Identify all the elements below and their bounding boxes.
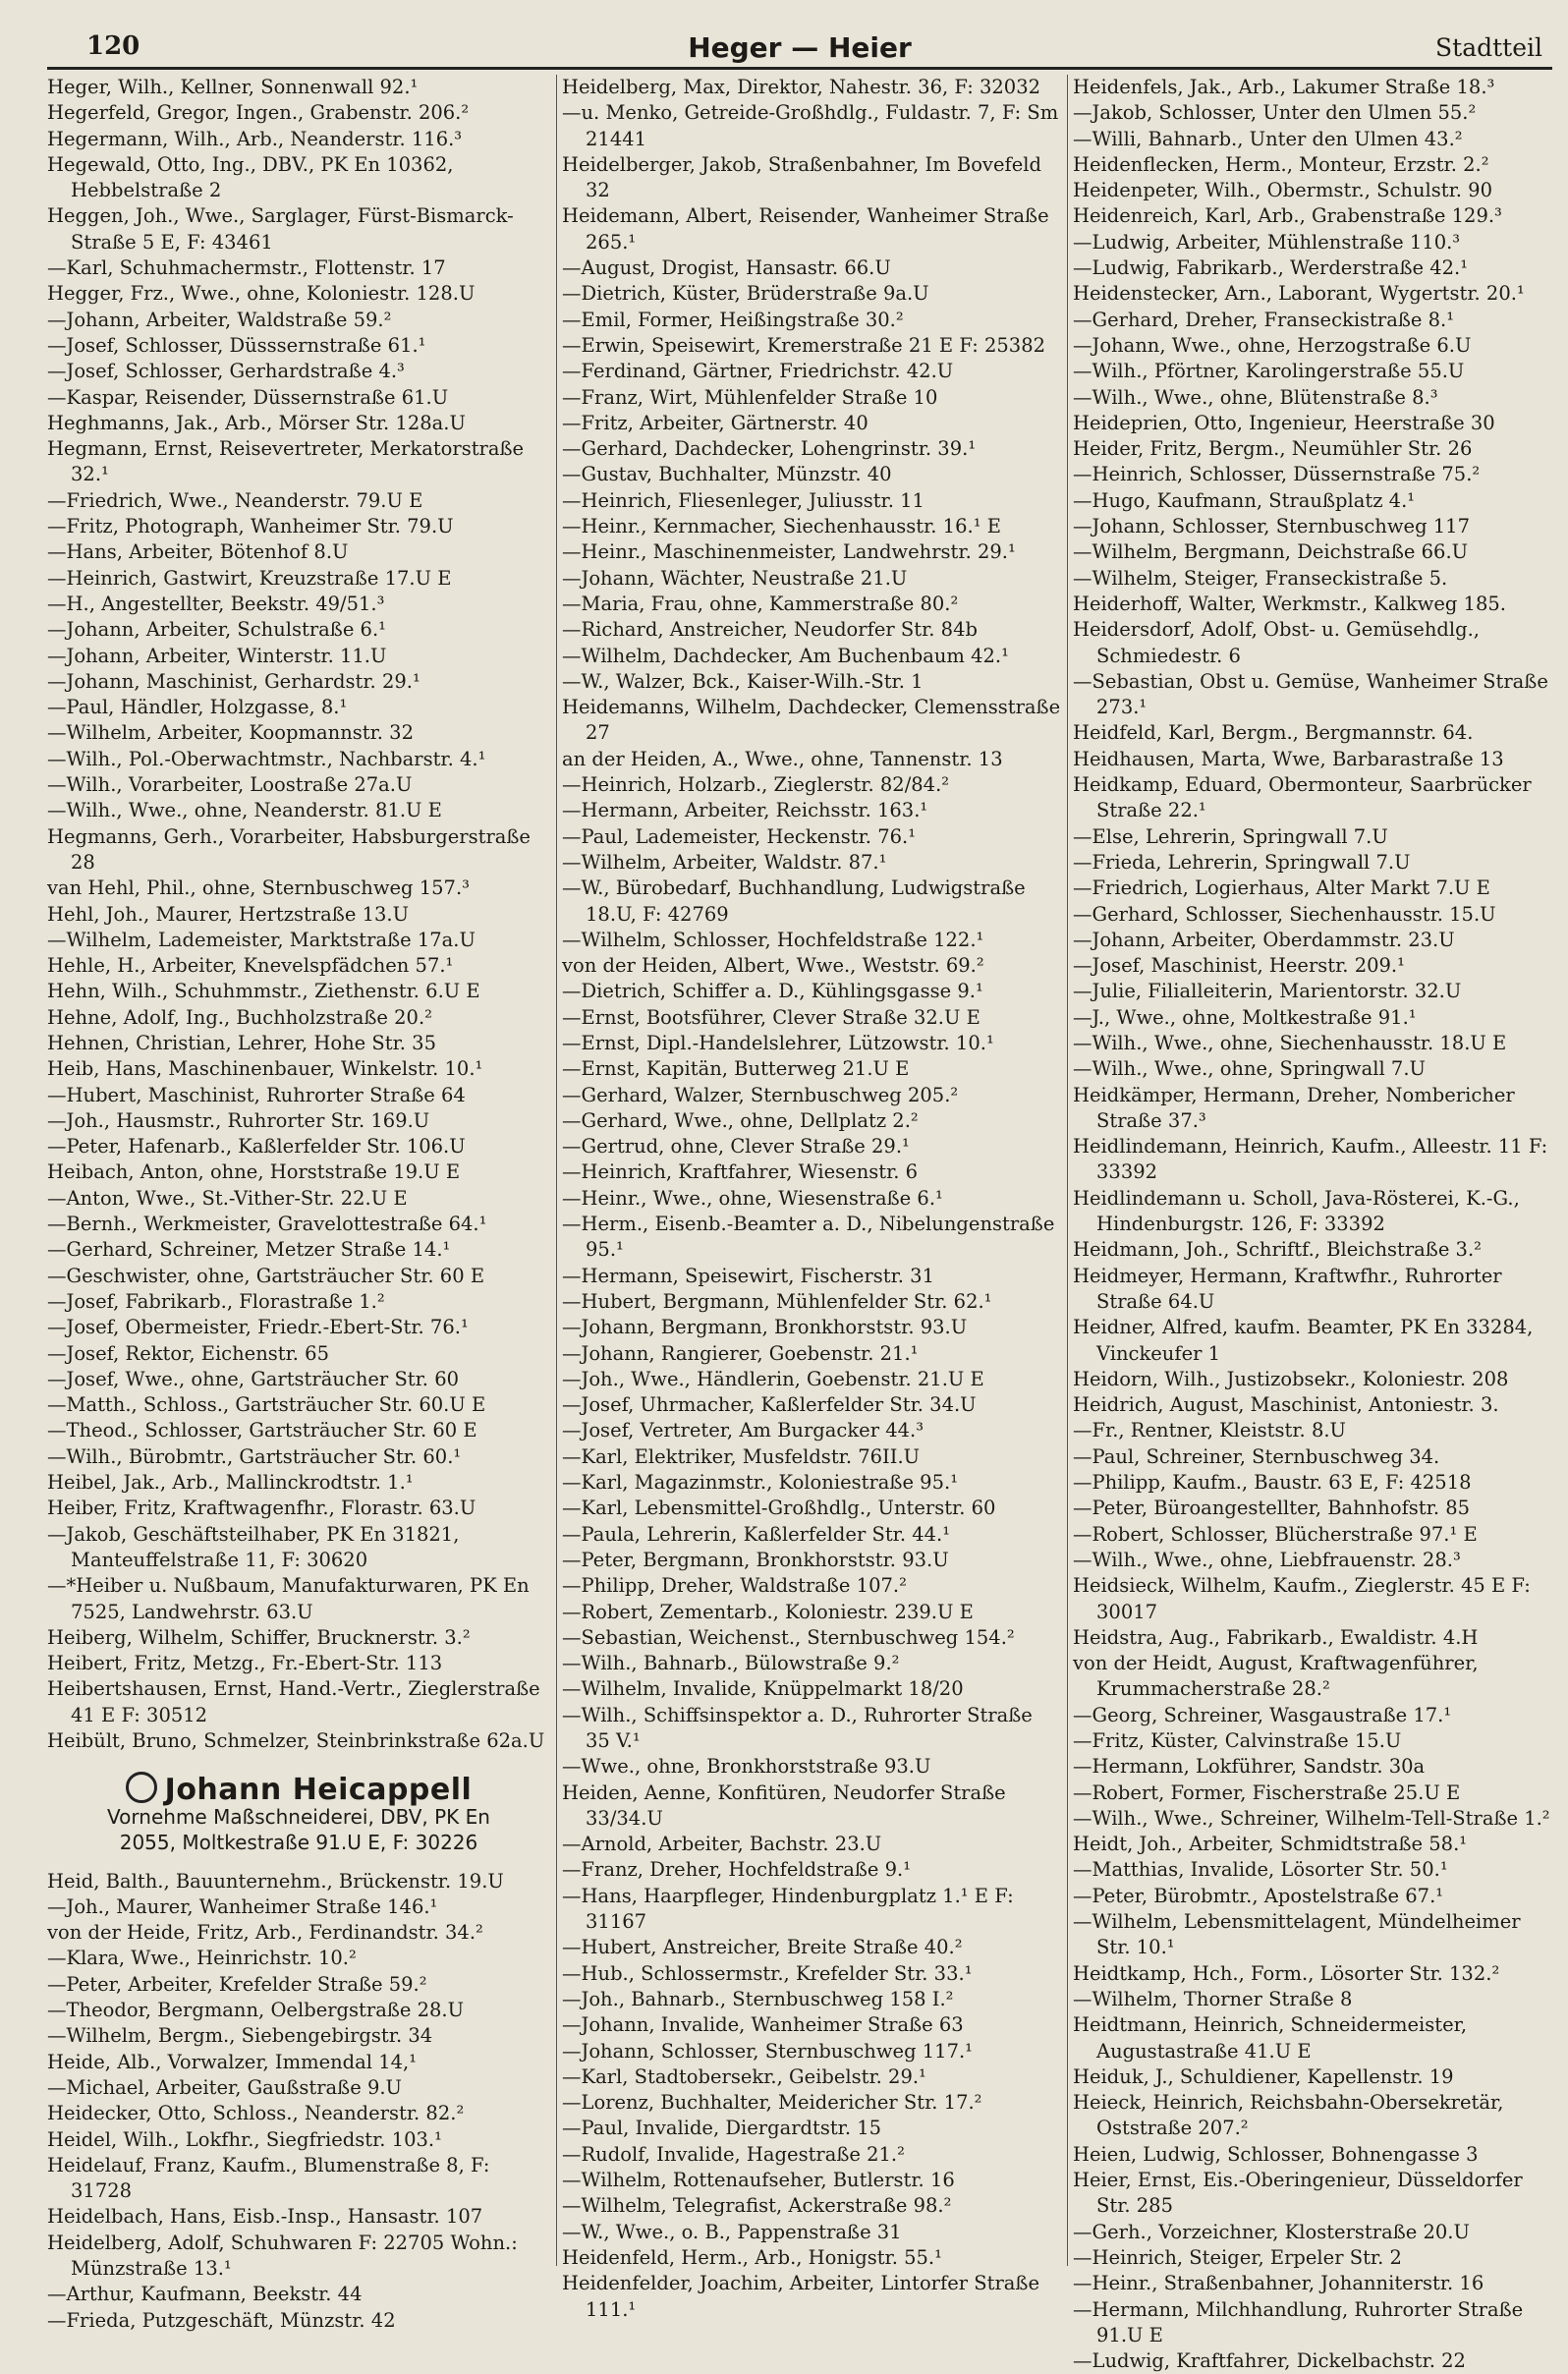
directory-entry: —Heinr., Straßenbahner, Johanniterstr. 16 [1073,2272,1484,2295]
directory-entry: —Fr., Rentner, Kleiststr. 8.U [1073,1419,1346,1442]
advertisement-name: Johann Heicappell [164,1773,473,1808]
directory-entry: —Karl, Schuhmachermstr., Flottenstr. 17 [47,256,446,280]
directory-entry: —W., Walzer, Bck., Kaiser-Wilh.-Str. 1 [562,669,924,693]
directory-entry: Heidelberg, Adolf, Schuhwaren F: 22705 Wohn.: Münzstraße 13.¹ [47,2231,518,2281]
directory-entry: —Sebastian, Obst u. Gemüse, Wanheimer Straße 273.¹ [1073,669,1548,719]
column-divider [556,75,557,2266]
directory-entry: Heibert, Fritz, Metzg., Fr.-Ebert-Str. 113 [47,1652,443,1675]
column-1-entries-top [47,75,550,1754]
directory-entry: —Johann, Wächter, Neustraße 21.U [562,566,908,590]
directory-entry: —Geschwister, ohne, Gartsträucher Str. 60 E [47,1264,485,1287]
directory-entry: —Michael, Arbeiter, Gaußstraße 9.U [47,2075,402,2099]
directory-entry: —Johann, Schlosser, Sternbuschweg 117 [1073,515,1470,538]
directory-entry: von der Heidt, August, Kraftwagenführer, Krummacherstraße 28.² [1073,1652,1479,1701]
directory-entry: —Wwe., ohne, Bronkhorststraße 93.U [562,1755,931,1779]
directory-entry: —Philipp, Kaufm., Baustr. 63 E, F: 42518 [1073,1471,1472,1495]
directory-entry: —Wilh., Pol.-Oberwachtmstr., Nachbarstr. 4.¹ [47,747,486,770]
directory-entry: —Ferdinand, Gärtner, Friedrichstr. 42.U [562,360,954,383]
directory-entry: —Georg, Schreiner, Wasgaustraße 17.¹ [1073,1703,1452,1726]
directory-entry: —Wilh., Vorarbeiter, Loostraße 27a.U [47,773,413,797]
directory-entry: Heidorn, Wilh., Justizobsekr., Koloniestr. 208 [1073,1367,1509,1390]
directory-entry: Heidenreich, Karl, Arb., Grabenstraße 129.³ [1073,204,1502,228]
directory-entry: Heidkamp, Eduard, Obermonteur, Saarbrücker Straße 22.¹ [1073,773,1532,822]
directory-entry: Heidmann, Joh., Schriftf., Bleichstraße 3.² [1073,1238,1482,1262]
directory-entry: Heidkämper, Hermann, Dreher, Nombericher Straße 37.³ [1073,1083,1515,1132]
directory-entry: Hehnen, Christian, Lehrer, Hohe Str. 35 [47,1031,436,1054]
directory-entry: Heghmanns, Jak., Arb., Mörser Str. 128a.U [47,411,466,434]
directory-entry: Heidtkamp, Hch., Form., Lösorter Str. 132.² [1073,1961,1500,1985]
directory-entry: —Emil, Former, Heißingstraße 30.² [562,308,904,331]
directory-entry: Heidfeld, Karl, Bergm., Bergmannstr. 64. [1073,721,1474,745]
directory-entry: Heidenflecken, Herm., Monteur, Erzstr. 2.² [1073,152,1489,176]
directory-entry: —Fritz, Arbeiter, Gärtnerstr. 40 [562,411,868,434]
directory-entry: —Hermann, Speisewirt, Fischerstr. 31 [562,1264,934,1287]
directory-entry: —Robert, Schlosser, Blücherstraße 97.¹ E [1073,1522,1478,1546]
directory-entry: —Kaspar, Reisender, Düssernstraße 61.U [47,385,449,409]
directory-entry: —Heinrich, Gastwirt, Kreuzstraße 17.U E [47,566,452,590]
section-label: Stadtteil [1435,33,1542,62]
directory-entry: —Johann, Wwe., ohne, Herzogstraße 6.U [1073,333,1472,357]
directory-entry: —Wilh., Wwe., Schreiner, Wilhelm-Tell-Straße 1.² [1073,1806,1550,1830]
directory-entry: Heidlindemann u. Scholl, Java-Rösterei, K.-G., Hindenburgstr. 126, F: 33392 [1073,1186,1520,1236]
directory-entry: Heider, Fritz, Bergm., Neumühler Str. 26 [1073,437,1473,461]
directory-entry: von der Heiden, Albert, Wwe., Weststr. 69.² [562,954,984,978]
directory-entry: —Lorenz, Buchhalter, Meidericher Str. 17.² [562,2091,982,2115]
column-1-entries-bottom [47,1869,550,2334]
directory-entry: Heiderhoff, Walter, Werkmstr., Kalkweg 185. [1073,592,1506,615]
directory-entry: Heger, Wilh., Kellner, Sonnenwall 92.¹ [47,76,419,98]
directory-entry: Heid, Balth., Bauunternehm., Brückenstr. 19.U [47,1869,504,1893]
directory-entry: Heidner, Alfred, kaufm. Beamter, PK En 33284, Vinckeufer 1 [1073,1316,1534,1365]
directory-entry: —Hubert, Anstreicher, Breite Straße 40.² [562,1936,963,1959]
column-3 [1073,75,1552,2373]
directory-entry: —Friedrich, Logierhaus, Alter Markt 7.U E [1073,876,1490,900]
directory-entry: Heggen, Joh., Wwe., Sarglager, Fürst-Bismarck-Straße 5 E, F: 43461 [47,204,514,254]
directory-entry: Hegmanns, Gerh., Vorarbeiter, Habsburgerstraße 28 [47,824,531,874]
directory-entry: —Wilhelm, Arbeiter, Waldstr. 87.¹ [562,850,887,874]
directory-entry: —Jakob, Schlosser, Unter den Ulmen 55.² [1073,101,1477,125]
directory-entry: —Wilh., Wwe., ohne, Liebfrauenstr. 28.³ [1073,1548,1461,1571]
directory-entry: —Wilhelm, Schlosser, Hochfeldstraße 122.¹ [562,928,984,951]
directory-entry: —Ludwig, Fabrikarb., Werderstraße 42.¹ [1073,256,1469,280]
directory-entry: —Johann, Arbeiter, Schulstraße 6.¹ [47,618,386,642]
directory-entry: Hegermann, Wilh., Arb., Neanderstr. 116.³ [47,127,463,150]
directory-entry: Heidemann, Albert, Reisender, Wanheimer Straße 265.¹ [562,204,1049,254]
directory-entry: Hehle, H., Arbeiter, Knevelspfädchen 57.¹ [47,954,454,978]
directory-entry: —Josef, Uhrmacher, Kaßlerfelder Str. 34.U [562,1393,977,1417]
directory-entry: —Gerhard, Walzer, Sternbuschweg 205.² [562,1083,959,1106]
directory-entry: —Theod., Schlosser, Gartsträucher Str. 60 E [47,1419,477,1442]
directory-entry: —Fritz, Küster, Calvinstraße 15.U [1073,1729,1402,1752]
directory-entry: —Peter, Büroangestellter, Bahnhofstr. 85 [1073,1497,1471,1520]
directory-entry: Heidecker, Otto, Schloss., Neanderstr. 82.² [47,2102,465,2125]
directory-entry: —Heinrich, Schlosser, Düssernstraße 75.² [1073,463,1481,486]
directory-entry: —Josef, Fabrikarb., Florastraße 1.² [47,1289,385,1313]
directory-entry: —Wilh., Wwe., ohne, Springwall 7.U [1073,1057,1426,1081]
directory-entry: —Sebastian, Weichenst., Sternbuschweg 154.² [562,1625,1015,1649]
directory-entry: —Karl, Stadtobersekr., Geibelstr. 29.¹ [562,2064,926,2088]
directory-entry: —Hans, Arbeiter, Bötenhof 8.U [47,540,349,564]
directory-entry: von der Heide, Fritz, Arb., Ferdinandstr. 34.² [47,1921,483,1945]
directory-entry: Heiden, Aenne, Konfitüren, Neudorfer Straße 33/34.U [562,1780,1006,1830]
advertisement-line-2: 2055, Moltkestraße 91.U E, F: 30226 [119,1830,478,1854]
directory-entry: —Gerh., Vorzeichner, Klosterstraße 20.U [1073,2220,1470,2243]
directory-entry: —Johann, Arbeiter, Waldstraße 59.² [47,308,392,331]
directory-entry: —Matthias, Invalide, Lösorter Str. 50.¹ [1073,1858,1448,1882]
directory-entry: —Joh., Wwe., Händlerin, Goebenstr. 21.U E [562,1367,984,1390]
directory-entry: —Bernh., Werkmeister, Gravelottestraße 64.¹ [47,1213,487,1236]
directory-entry: —Matth., Schloss., Gartsträucher Str. 60.U E [47,1393,486,1417]
directory-entry: —Peter, Arbeiter, Krefelder Straße 59.² [47,1972,427,1996]
directory-entry: —Peter, Bergmann, Bronkhorststr. 93.U [562,1548,949,1571]
directory-entry: —Josef, Wwe., ohne, Gartsträucher Str. 60 [47,1367,460,1390]
directory-entry: —Jakob, Geschäftsteilhaber, PK En 31821, Manteuffelstraße 11, F: 30620 [47,1522,460,1571]
directory-entry: an der Heiden, A., Wwe., ohne, Tannenstr. 13 [562,747,1003,770]
directory-entry: —Josef, Obermeister, Friedr.-Ebert-Str. 76.¹ [47,1316,469,1339]
directory-entry: —Johann, Invalide, Wanheimer Straße 63 [562,2013,964,2037]
directory-entry: —Hugo, Kaufmann, Straußplatz 4.¹ [1073,488,1416,512]
directory-entry: —Erwin, Speisewirt, Kremerstraße 21 E F: 25382 [562,333,1046,357]
directory-entry: —Herm., Eisenb.-Beamter a. D., Nibelungenstraße 95.¹ [562,1213,1055,1262]
directory-entry: —Josef, Maschinist, Heerstr. 209.¹ [1073,954,1405,978]
directory-entry: Hegerfeld, Gregor, Ingen., Grabenstr. 206.² [47,101,470,125]
directory-entry: —Wilh., Wwe., ohne, Blütenstraße 8.³ [1073,385,1438,409]
directory-entry: Hegmann, Ernst, Reisevertreter, Merkatorstraße 32.¹ [47,437,525,486]
directory-entry: —Karl, Lebensmittel-Großhdlg., Unterstr. 60 [562,1497,996,1520]
directory-entry: Hehne, Adolf, Ing., Buchholzstraße 20.² [47,1005,432,1029]
directory-entry: —Josef, Schlosser, Gerhardstraße 4.³ [47,360,405,383]
directory-entry: —Johann, Bergmann, Bronkhorststr. 93.U [562,1316,968,1339]
directory-entry: —Wilhelm, Dachdecker, Am Buchenbaum 42.¹ [562,644,1009,667]
directory-entry: —Arnold, Arbeiter, Bachstr. 23.U [562,1833,882,1856]
directory-entry: —Richard, Anstreicher, Neudorfer Str. 84b [562,618,978,642]
directory-entry: —Johann, Arbeiter, Winterstr. 11.U [47,644,387,667]
directory-entry: Heidelberger, Jakob, Straßenbahner, Im Bovefeld 32 [562,152,1041,202]
directory-columns [47,75,1552,2373]
advertisement [47,1772,550,1854]
directory-entry: Heidlindemann, Heinrich, Kaufm., Alleestr. 11 F: 33392 [1073,1135,1548,1184]
directory-entry: Hegger, Frz., Wwe., ohne, Koloniestr. 128.U [47,282,476,306]
directory-entry: —Ludwig, Arbeiter, Mühlenstraße 110.³ [1073,230,1461,254]
directory-entry: Heidsieck, Wilhelm, Kaufm., Zieglerstr. 45 E F: 30017 [1073,1574,1531,1623]
directory-entry: —Wilhelm, Steiger, Franseckistraße 5. [1073,566,1448,590]
directory-entry: Hehl, Joh., Maurer, Hertzstraße 13.U [47,902,410,926]
directory-entry: —Wilhelm, Bergm., Siebengebirgstr. 34 [47,2024,433,2048]
directory-entry: Heibült, Bruno, Schmelzer, Steinbrinkstraße 62a.U [47,1729,545,1752]
directory-entry: —Ernst, Bootsführer, Clever Straße 32.U E [562,1005,980,1029]
directory-entry: —Paul, Invalide, Diergardtstr. 15 [562,2117,882,2140]
directory-entry: —Wilhelm, Thorner Straße 8 [1073,1987,1353,2010]
directory-entry: —Paul, Schreiner, Sternbuschweg 34. [1073,1444,1440,1468]
directory-entry: —Ernst, Dipl.-Handelslehrer, Lützowstr. 10.¹ [562,1031,994,1054]
directory-entry: Heien, Ludwig, Schlosser, Bohnengasse 3 [1073,2142,1479,2166]
directory-entry: —Dietrich, Küster, Brüderstraße 9a.U [562,282,929,306]
directory-entry: —Wilh., Bürobmtr., Gartsträucher Str. 60.¹ [47,1444,462,1468]
directory-entry: —Heinr., Kernmacher, Siechenhausstr. 16.¹ E [562,515,1001,538]
directory-entry: Heidenfeld, Herm., Arb., Honigstr. 55.¹ [562,2245,942,2269]
directory-entry: —Paula, Lehrerin, Kaßlerfelder Str. 44.¹ [562,1522,951,1546]
directory-entry: —Josef, Vertreter, Am Burgacker 44.³ [562,1419,924,1442]
directory-entry: —Ernst, Kapitän, Butterweg 21.U E [562,1057,910,1081]
directory-entry: —*Heiber u. Nußbaum, Manufakturwaren, PK En 7525, Landwehrstr. 63.U [47,1574,530,1623]
directory-entry: —Fritz, Photograph, Wanheimer Str. 79.U [47,515,454,538]
directory-entry: Heidenfelder, Joachim, Arbeiter, Lintorfer Straße 111.¹ [562,2272,1039,2321]
directory-entry: —Gerhard, Schreiner, Metzer Straße 14.¹ [47,1238,451,1262]
directory-entry: —Maria, Frau, ohne, Kammerstraße 80.² [562,592,959,615]
column-1 [47,75,550,2332]
directory-entry: —Wilhelm, Rottenaufseher, Butlerstr. 16 [562,2169,955,2192]
advertisement-line-1: Vornehme Maßschneiderei, DBV, PK En [107,1804,490,1829]
directory-entry: Heidmeyer, Hermann, Kraftwfhr., Ruhrorter Straße 64.U [1073,1264,1502,1313]
column-2 [562,75,1061,2321]
directory-entry: —Heinrich, Steiger, Erpeler Str. 2 [1073,2245,1402,2269]
directory-entry: Heidenfels, Jak., Arb., Lakumer Straße 18.³ [1073,76,1495,98]
directory-entry: Heidersdorf, Adolf, Obst- u. Gemüsehdlg., Schmiedestr. 6 [1073,618,1480,667]
directory-entry: —Wilhelm, Lademeister, Marktstraße 17a.U [47,928,476,951]
directory-entry: —Arthur, Kaufmann, Beekstr. 44 [47,2283,363,2306]
directory-entry: Heidemanns, Wilhelm, Dachdecker, Clemensstraße 27 [562,696,1061,745]
directory-entry: van Hehl, Phil., ohne, Sternbuschweg 157.³ [47,876,470,900]
directory-entry: Heib, Hans, Maschinenbauer, Winkelstr. 10.¹ [47,1057,483,1081]
directory-entry: Heidstra, Aug., Fabrikarb., Ewaldistr. 4.H [1073,1625,1479,1649]
directory-entry: —Joh., Maurer, Wanheimer Straße 146.¹ [47,1894,438,1918]
directory-entry: —Frieda, Putzgeschäft, Münzstr. 42 [47,2308,396,2332]
directory-entry: —J., Wwe., ohne, Moltkestraße 91.¹ [1073,1005,1417,1029]
directory-entry: —Gerhard, Dreher, Franseckistraße 8.¹ [1073,308,1455,331]
directory-entry: Heidelberg, Max, Direktor, Nahestr. 36, F: 32032 [562,76,1041,98]
directory-entry: Heideprien, Otto, Ingenieur, Heerstraße 30 [1073,411,1495,434]
directory-entry: —Johann, Maschinist, Gerhardstr. 29.¹ [47,669,420,693]
directory-entry: Heier, Ernst, Eis.-Oberingenieur, Düsseldorfer Str. 285 [1073,2169,1523,2218]
tailor-logo-icon [126,1772,157,1803]
directory-entry: —Hans, Haarpfleger, Hindenburgplatz 1.¹ E F: 31167 [562,1884,1014,1934]
directory-entry: Hegewald, Otto, Ing., DBV., PK En 10362, Hebbelstraße 2 [47,152,454,202]
directory-entry: —Karl, Elektriker, Musfeldstr. 76II.U [562,1444,921,1468]
directory-entry: —Wilh., Schiffsinspektor a. D., Ruhrorter Straße 35 V.¹ [562,1703,1033,1752]
directory-entry: —Peter, Bürobmtr., Apostelstraße 67.¹ [1073,1884,1444,1907]
directory-entry: —Heinrich, Holzarb., Zieglerstr. 82/84.² [562,773,950,797]
directory-entry: Heiduk, J., Schuldiener, Kapellenstr. 19 [1073,2064,1454,2088]
directory-entry: —Wilh., Wwe., ohne, Siechenhausstr. 18.U E [1073,1031,1507,1054]
directory-entry: —Johann, Rangierer, Goebenstr. 21.¹ [562,1341,919,1365]
directory-entry: —Heinr., Wwe., ohne, Wiesenstraße 6.¹ [562,1186,943,1210]
directory-entry: Heidelauf, Franz, Kaufm., Blumenstraße 8, F: 31728 [47,2153,490,2203]
directory-entry: Heiber, Fritz, Kraftwagenfhr., Florastr. 63.U [47,1497,476,1520]
directory-entry: —Franz, Dreher, Hochfeldstraße 9.¹ [562,1858,912,1882]
directory-entry: Heibertshausen, Ernst, Hand.-Vertr., Zieglerstraße 41 E F: 30512 [47,1677,540,1726]
directory-entry: —Wilh., Wwe., ohne, Neanderstr. 81.U E [47,799,442,822]
directory-entry: —Else, Lehrerin, Springwall 7.U [1073,824,1388,848]
directory-entry: Heidel, Wilh., Lokfhr., Siegfriedstr. 103.¹ [47,2127,442,2151]
directory-entry: —Johann, Arbeiter, Oberdammstr. 23.U [1073,928,1455,951]
directory-entry: —Hubert, Maschinist, Ruhrorter Straße 64 [47,1083,466,1106]
directory-entry: —Franz, Wirt, Mühlenfelder Straße 10 [562,385,938,409]
directory-entry: —Hermann, Arbeiter, Reichsstr. 163.¹ [562,799,928,822]
directory-entry: —Robert, Former, Fischerstraße 25.U E [1073,1780,1461,1804]
directory-entry: —Theodor, Bergmann, Oelbergstraße 28.U [47,1999,465,2022]
directory-entry: —Anton, Wwe., St.-Vither-Str. 22.U E [47,1186,408,1210]
directory-entry: —Paul, Lademeister, Heckenstr. 76.¹ [562,824,917,848]
directory-entry: —Wilhelm, Arbeiter, Koopmannstr. 32 [47,721,414,745]
directory-entry: —Wilhelm, Bergmann, Deichstraße 66.U [1073,540,1469,564]
directory-entry: —Wilhelm, Invalide, Knüppelmarkt 18/20 [562,1677,964,1701]
directory-entry: Heidt, Joh., Arbeiter, Schmidtstraße 58.¹ [1073,1833,1468,1856]
directory-entry: Heidrich, August, Maschinist, Antoniestr. 3. [1073,1393,1499,1417]
directory-entry: Heieck, Heinrich, Reichsbahn-Obersekretär, Oststraße 207.² [1073,2091,1504,2140]
directory-entry: —Johann, Schlosser, Sternbuschweg 117.¹ [562,2039,973,2063]
directory-entry: —Gerhard, Dachdecker, Lohengrinstr. 39.¹ [562,437,977,461]
directory-entry: —Robert, Zementarb., Koloniestr. 239.U E [562,1600,974,1623]
directory-entry: —August, Drogist, Hansastr. 66.U [562,256,891,280]
directory-entry: —Joh., Hausmstr., Ruhrorter Str. 169.U [47,1108,430,1132]
directory-entry: —Dietrich, Schiffer a. D., Kühlingsgasse 9.¹ [562,980,983,1003]
directory-entry: —Heinrich, Kraftfahrer, Wiesenstr. 6 [562,1160,919,1184]
page-number: 120 [86,31,140,61]
directory-entry: —Klara, Wwe., Heinrichstr. 10.² [47,1947,357,1970]
directory-entry: —Josef, Schlosser, Düsssernstraße 61.¹ [47,333,426,357]
directory-entry: —Hermann, Lokführer, Sandstr. 30a [1073,1755,1426,1779]
running-title: Heger — Heier [688,31,912,64]
directory-entry: Heidenpeter, Wilh., Obermstr., Schulstr. 90 [1073,179,1492,202]
directory-entry: —Friedrich, Wwe., Neanderstr. 79.U E [47,488,423,512]
directory-entry: Heidhausen, Marta, Wwe, Barbarastraße 13 [1073,747,1504,770]
directory-entry: Heidenstecker, Arn., Laborant, Wygertstr. 20.¹ [1073,282,1525,306]
directory-entry: —Hubert, Bergmann, Mühlenfelder Str. 62.¹ [562,1289,992,1313]
directory-entry: —Gertrud, ohne, Clever Straße 29.¹ [562,1135,910,1159]
directory-entry: —Wilh., Pförtner, Karolingerstraße 55.U [1073,360,1465,383]
directory-entry: —Paul, Händler, Holzgasse, 8.¹ [47,696,348,719]
directory-entry: —Gustav, Buchhalter, Münzstr. 40 [562,463,892,486]
directory-entry: —Gerhard, Wwe., ohne, Dellplatz 2.² [562,1108,919,1132]
directory-entry: Hehn, Wilh., Schuhmmstr., Ziethenstr. 6.U E [47,980,480,1003]
directory-entry: —H., Angestellter, Beekstr. 49/51.³ [47,592,385,615]
directory-entry: Heiberg, Wilhelm, Schiffer, Brucknerstr. 3.² [47,1625,471,1649]
directory-entry: —Wilhelm, Lebensmittelagent, Mündelheimer Str. 10.¹ [1073,1910,1521,1959]
directory-entry: —Josef, Rektor, Eichenstr. 65 [47,1341,329,1365]
directory-entry: Heibach, Anton, ohne, Horststraße 19.U E [47,1160,461,1184]
directory-entry: —Ludwig, Kraftfahrer, Dickelbachstr. 22 [1073,2349,1466,2373]
directory-entry: —Philipp, Dreher, Waldstraße 107.² [562,1574,907,1598]
directory-entry: —Wilh., Bahnarb., Bülowstraße 9.² [562,1652,900,1675]
directory-entry: Heidelbach, Hans, Eisb.-Insp., Hansastr. 107 [47,2205,483,2229]
directory-entry: Heide, Alb., Vorwalzer, Immendal 14,¹ [47,2050,418,2073]
directory-entry: —Rudolf, Invalide, Hagestraße 21.² [562,2142,905,2166]
directory-entry: —Joh., Bahnarb., Sternbuschweg 158 I.² [562,1987,954,2010]
directory-entry: —Hub., Schlossermstr., Krefelder Str. 33.¹ [562,1961,973,1985]
directory-entry: Heibel, Jak., Arb., Mallinckrodtstr. 1.¹ [47,1471,414,1495]
directory-entry: —Julie, Filialleiterin, Marientorstr. 32.U [1073,980,1462,1003]
directory-entry: —Heinr., Maschinenmeister, Landwehrstr. 29.¹ [562,540,1016,564]
column-divider [1067,75,1068,2266]
directory-entry: —Peter, Hafenarb., Kaßlerfelder Str. 106.U [47,1135,466,1159]
directory-entry: —Willi, Bahnarb., Unter den Ulmen 43.² [1073,127,1463,150]
directory-entry: —Wilhelm, Telegrafist, Ackerstraße 98.² [562,2194,952,2218]
directory-entry: —Frieda, Lehrerin, Springwall 7.U [1073,850,1411,874]
directory-entry: Heidtmann, Heinrich, Schneidermeister, Augustastraße 41.U E [1073,2013,1468,2063]
directory-entry: —Karl, Magazinmstr., Koloniestraße 95.¹ [562,1471,959,1495]
directory-entry: —Hermann, Milchhandlung, Ruhrorter Straße 91.U E [1073,2297,1524,2346]
directory-entry: —Gerhard, Schlosser, Siechenhausstr. 15.U [1073,902,1496,926]
page-header [47,28,1552,70]
directory-entry: —W., Bürobedarf, Buchhandlung, Ludwigstraße 18.U, F: 42769 [562,876,1026,926]
directory-entry: —Heinrich, Fliesenleger, Juliusstr. 11 [562,488,924,512]
directory-entry: —u. Menko, Getreide-Großhdlg., Fuldastr. 7, F: Sm 21441 [562,101,1059,150]
directory-entry: —W., Wwe., o. B., Pappenstraße 31 [562,2220,902,2243]
